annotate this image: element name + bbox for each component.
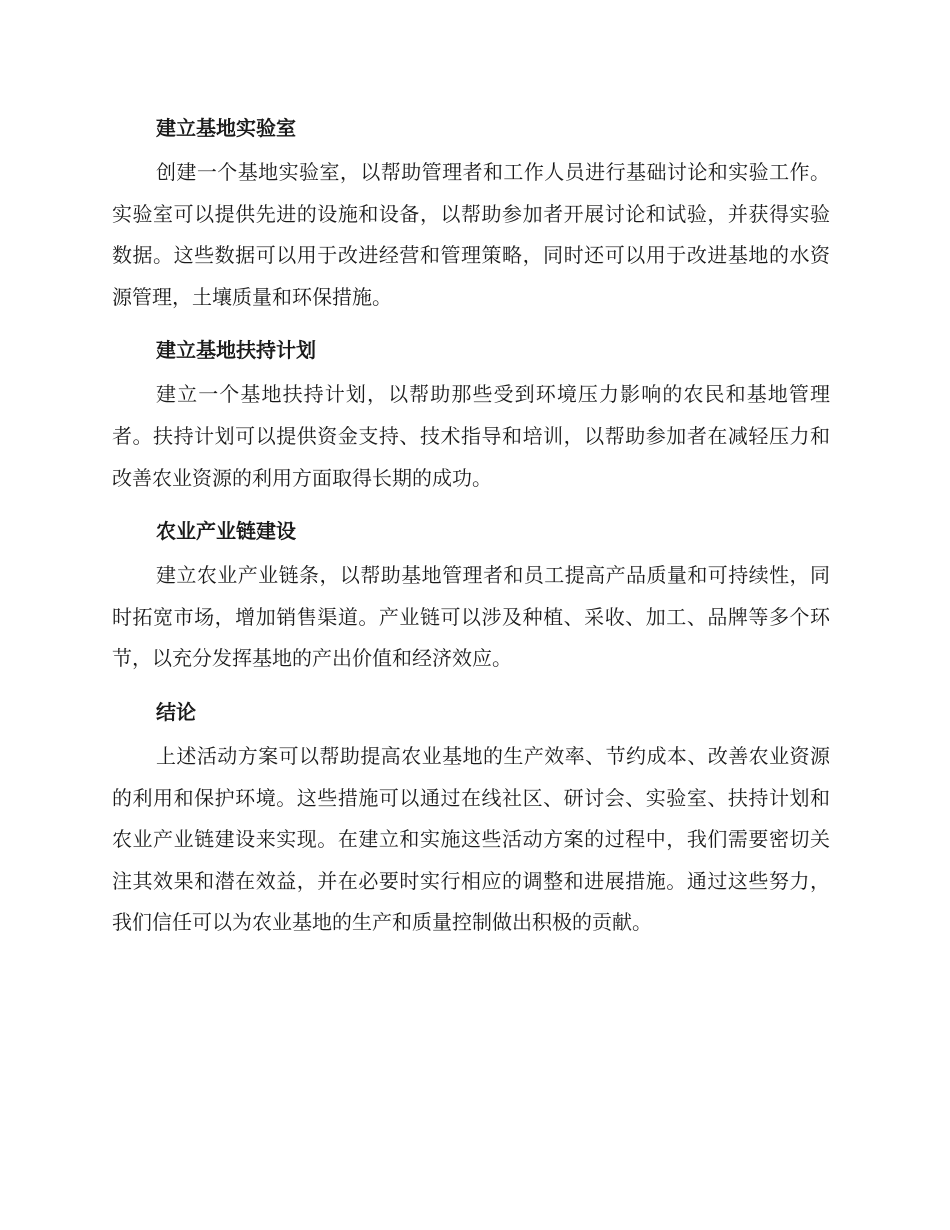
section-heading: 建立基地实验室 [156, 116, 296, 140]
section-lab [112, 110, 830, 318]
section-heading: 建立基地扶持计划 [156, 338, 316, 363]
section-paragraph: 建立一个基地扶持计划，以帮助那些受到环境压力影响的农民和基地管理者。扶持计划可以提供资金支持、技术指导和培训，以帮助参加者在减轻压力和改善农业资源的利用方面取得长期的成功。 [112, 382, 830, 490]
section-heading: 结论 [156, 699, 196, 724]
section-conclusion [112, 694, 830, 944]
document-content [112, 110, 830, 944]
section-support-plan [112, 332, 830, 499]
section-paragraph: 建立农业产业链条，以帮助基地管理者和员工提高产品质量和可持续性，同时拓宽市场，增加销售渠道。产业链可以涉及种植、采收、加工、品牌等多个环节，以充分发挥基地的产出价值和经济效应。 [112, 563, 830, 671]
section-paragraph: 创建一个基地实验室，以帮助管理者和工作人员进行基础讨论和实验工作。实验室可以提供先进的设施和设备，以帮助参加者开展讨论和试验，并获得实验数据。这些数据可以用于改进经营和管理策略，同时还可以用于改进基地的水资源管理，土壤质量和环保措施。 [112, 160, 830, 309]
section-paragraph: 上述活动方案可以帮助提高农业基地的生产效率、节约成本、改善农业资源的利用和保护环境。这些措施可以通过在线社区、研讨会、实验室、扶持计划和农业产业链建设来实现。在建立和实施这些活动方案的过程中，我们需要密切关注其效果和潜在效益，并在必要时实行相应的调整和进展措施。通过这些努力，我们信任可以为农业基地的生产和质量控制做出积极的贡献。 [112, 743, 830, 935]
section-heading: 农业产业链建设 [156, 519, 296, 544]
section-industry-chain [112, 513, 830, 680]
